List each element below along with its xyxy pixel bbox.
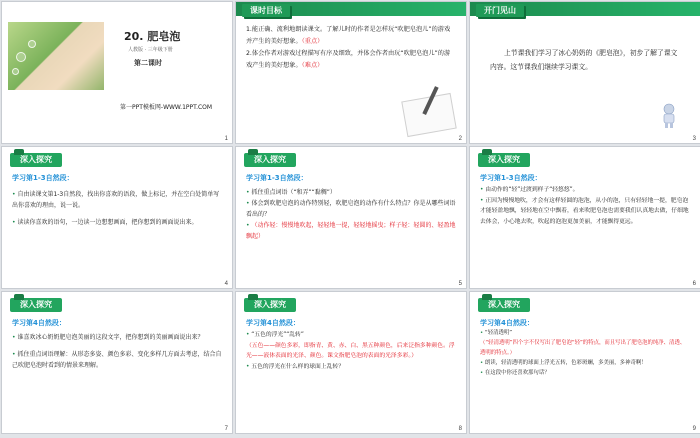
objectives-list xyxy=(246,24,452,72)
section-subtitle: 学习第1-3自然段： xyxy=(480,174,542,182)
objective-item: 2.体会作者对游戏过程描写有序及细致，并体会作者由玩“吹肥皂泡儿”的游戏产生的美好想象。（难点） xyxy=(246,50,451,69)
slide-thumbnail-9[interactable] xyxy=(470,292,700,433)
section-badge: 深入探究 xyxy=(10,298,62,312)
slide-thumbnail-8[interactable] xyxy=(236,292,466,433)
slide-number: 4 xyxy=(224,281,228,287)
bubble-icon xyxy=(16,52,26,62)
edition-label: 人教版 · 三年级下册 xyxy=(128,47,173,53)
slide-thumbnail-4[interactable] xyxy=(2,147,232,288)
list-item: • 谁喜欢冰心奶奶肥皂泡美丽的这段文字，把你想到的美丽画面说出来？ xyxy=(12,332,222,343)
slide-thumbnail-grid xyxy=(2,2,700,433)
list-item-highlight: （五色——颜色多彩，即指青、黄、赤、白、黑五种颜色，后来泛指多种颜色。浮光——液体表面的光泽、颜色。课文指肥皂泡的表面的光泽多彩。） xyxy=(246,342,455,359)
content-list xyxy=(246,330,456,372)
list-item-highlight: （“轻清透明”四个字不仅写出了肥皂泡“轻”的特点，而且写出了肥皂泡的纯净、清透、透明的特点。） xyxy=(480,340,686,356)
child-bubble-photo xyxy=(8,22,104,90)
slide-number: 5 xyxy=(458,281,462,287)
section-subtitle: 学习第1-3自然段： xyxy=(246,174,308,182)
list-item: • 读读你喜欢的语句，一边读一边想想画面，把你想到的画面说出来。 xyxy=(12,217,222,228)
content-list xyxy=(12,332,222,371)
slide-number: 9 xyxy=(692,426,696,432)
list-item: • 在这段中你还喜欢那句话？ xyxy=(480,368,690,378)
list-item: • “轻清透明” xyxy=(480,328,690,338)
slide-number: 7 xyxy=(224,426,228,432)
slide-number: 6 xyxy=(692,281,696,287)
section-badge: 开门见山 xyxy=(476,4,524,17)
section-subtitle: 学习第4自然段： xyxy=(480,319,534,327)
content-list xyxy=(480,185,690,227)
section-badge: 深入探究 xyxy=(244,298,296,312)
list-item: • 朗读，轻清透明的球面上浮光五转，色彩斑斓，多美丽，多神奇啊！ xyxy=(480,358,690,368)
list-item: • 抓住重点词语（“和弄”“黏稠”） xyxy=(246,187,456,198)
list-item-highlight: • （动作轻：慢慢地吹起，轻轻地一提，轻轻地摇曳；样子轻：轻圆的、轻盈地飘起） xyxy=(246,220,456,242)
bubble-icon xyxy=(12,68,19,75)
slide-number: 2 xyxy=(458,136,462,142)
list-item: • “五色的浮光”“乱转” xyxy=(246,330,456,341)
bubble-icon xyxy=(28,40,36,48)
section-subtitle: 学习第4自然段： xyxy=(246,319,300,327)
slide-thumbnail-6[interactable] xyxy=(470,147,700,288)
notepad-pen-icon xyxy=(401,93,456,137)
section-subtitle: 学习第1-3自然段： xyxy=(12,174,74,182)
list-item: • 体会到吹肥皂泡的动作特别轻，吹肥皂泡的动作有什么特点？你是从哪些词语看出的？ xyxy=(246,198,456,220)
mascot-figure-icon xyxy=(658,103,680,129)
slide-thumbnail-5[interactable] xyxy=(236,147,466,288)
slide-number: 3 xyxy=(692,136,696,142)
slide-title: 20. 肥皂泡 xyxy=(124,30,181,43)
content-list xyxy=(12,189,222,228)
list-item: • 抓住重点词语理解：从形态多姿、颜色多彩、变化多样几方面去考虑，结合自己吹肥皂泡时看到的情景来理解。 xyxy=(12,349,222,371)
objective-item: 1.能正确、流利地朗读课文。了解儿时的作者是怎样玩“吹肥皂泡儿”的游戏并产生的美好想象。（重点） xyxy=(246,26,451,45)
session-label: 第二课时 xyxy=(134,59,162,67)
list-item: • 由动作的“轻”过渡到样子“轻悠悠”。 xyxy=(480,185,690,196)
content-list xyxy=(480,328,690,378)
section-badge: 深入探究 xyxy=(478,153,530,167)
slide-thumbnail-3[interactable] xyxy=(470,2,700,143)
slide-thumbnail-7[interactable] xyxy=(2,292,232,433)
section-badge: 深入探究 xyxy=(10,153,62,167)
slide-thumbnail-1[interactable] xyxy=(2,2,232,143)
section-badge: 深入探究 xyxy=(244,153,296,167)
list-item: • 五色的浮光在什么样的球面上乱转？ xyxy=(246,362,456,373)
footer-text: 第一PPT模板网-WWW.1PPT.COM xyxy=(120,104,213,111)
intro-paragraph: 上节课我们学习了冰心奶奶的《肥皂泡》，初步了解了课文内容。这节课我们继续学习课文。 xyxy=(490,49,678,71)
list-item: • 自由读课文第1-3自然段，找出你喜欢的语段，做上标记，并在空白处简单写出你喜欢的理由，说一说。 xyxy=(12,189,222,211)
list-item: • 正因为慢慢地吹，才会有这样轻圆的泡泡，从小的泡，只有轻轻地一提，肥皂泡才能轻盈地飘，轻轻地在空中飘着，看来吹肥皂泡也需要我们认真地去做，仔细地去体会，小心地去吹，吹起的泡泡更加美丽，才能飘得更远。 xyxy=(480,196,690,228)
section-subtitle: 学习第4自然段： xyxy=(12,319,66,327)
section-badge: 课时目标 xyxy=(242,4,290,17)
content-list xyxy=(246,187,456,242)
slide-number: 8 xyxy=(458,426,462,432)
slide-number: 1 xyxy=(224,136,228,142)
slide-thumbnail-2[interactable] xyxy=(236,2,466,143)
section-badge: 深入探究 xyxy=(478,298,530,312)
